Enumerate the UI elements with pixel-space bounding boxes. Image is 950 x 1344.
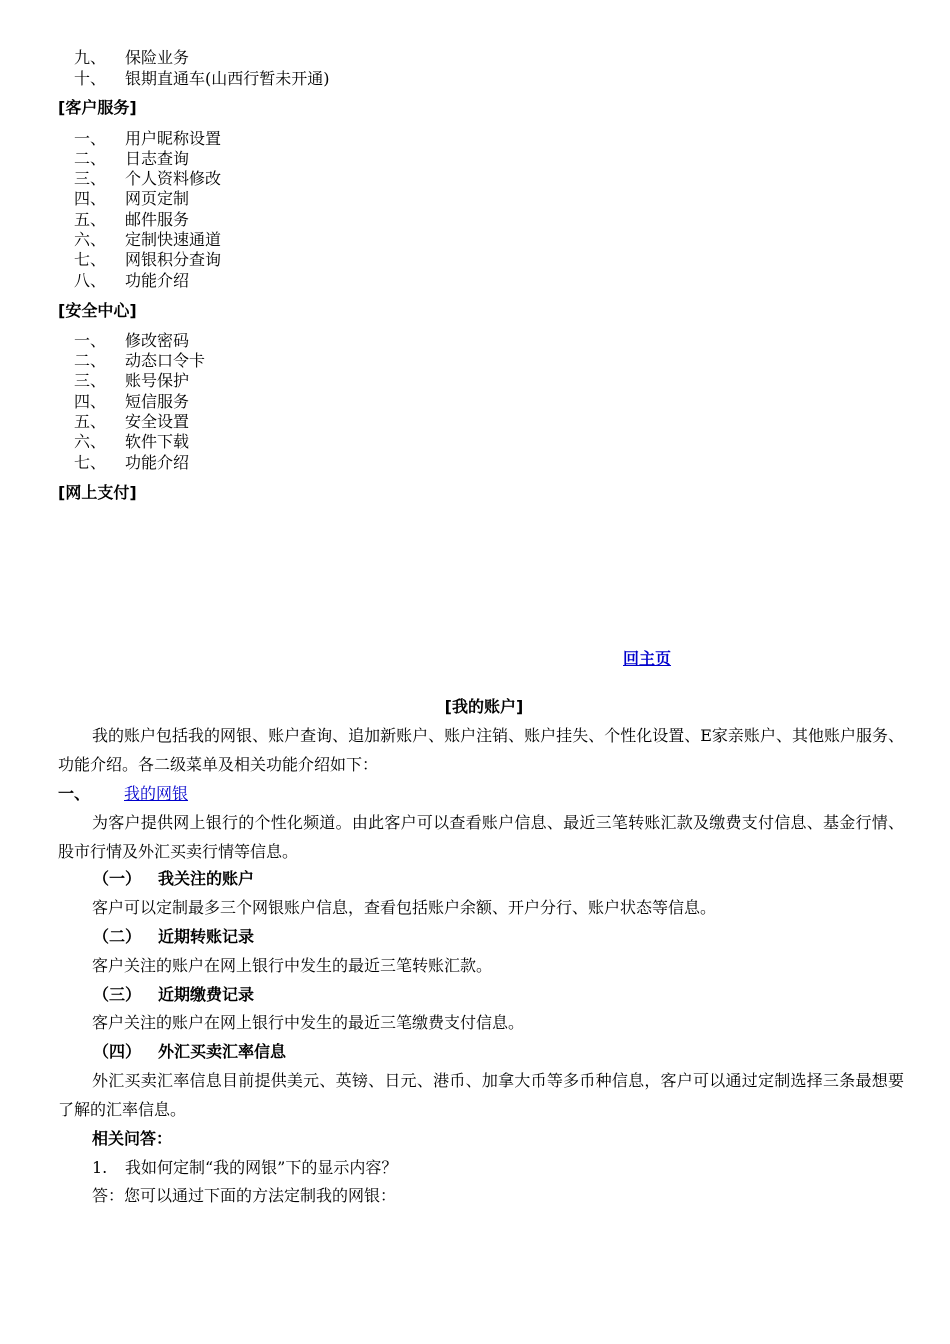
- section-heading-customer-service: [客户服务]: [58, 98, 137, 117]
- list-label: 功能介绍: [125, 271, 190, 290]
- subsection-heading: [93, 984, 254, 1006]
- list-label: 保险业务: [125, 48, 190, 67]
- list-item: [74, 48, 189, 68]
- list-label: 网页定制: [125, 189, 190, 208]
- list-item: [74, 250, 221, 270]
- my-netbank-link[interactable]: 我的网银: [124, 784, 189, 803]
- list-item: [74, 351, 205, 371]
- list-num: 五、: [74, 210, 107, 229]
- list-item: [74, 432, 189, 452]
- intro-paragraph: 我的账户包括我的网银、账户查询、追加新账户、账户注销、账户挂失、个性化设置、E家亲账户、其他账户服务、功能介绍。各二级菜单及相关功能介绍如下：: [58, 726, 904, 774]
- list-item: [74, 271, 189, 291]
- list-item: [74, 189, 189, 209]
- list-num: 六、: [74, 432, 107, 451]
- subsection-num: （三）: [93, 985, 142, 1004]
- faq-question-text: 我如何定制“我的网银”下的显示内容？: [125, 1158, 398, 1177]
- section-1-description: 为客户提供网上银行的个性化频道。由此客户可以查看账户信息、最近三笔转账汇款及缴费支付信息、基金行情、股市行情及外汇买卖行情等信息。: [58, 813, 904, 861]
- list-item: [74, 371, 189, 391]
- list-item: [74, 210, 189, 230]
- subsection-description: 客户可以定制最多三个网银账户信息，查看包括账户余额、开户分行、账户状态等信息。: [92, 898, 717, 917]
- list-item: [74, 392, 189, 412]
- subsection-description: 客户关注的账户在网上银行中发生的最近三笔缴费支付信息。: [92, 1013, 525, 1032]
- list-label: 邮件服务: [125, 210, 190, 229]
- list-label: 定制快速通道: [125, 230, 222, 249]
- subsection-num: （四）: [93, 1042, 142, 1061]
- list-num: 三、: [74, 371, 107, 390]
- list-item: [74, 149, 189, 169]
- list-num: 九、: [74, 48, 107, 67]
- list-num: 四、: [74, 392, 107, 411]
- list-label: 功能介绍: [125, 453, 190, 472]
- faq-num: 1.: [92, 1158, 108, 1177]
- subsection-title: 近期缴费记录: [158, 985, 255, 1004]
- list-num: 一、: [74, 331, 107, 350]
- list-num: 五、: [74, 412, 107, 431]
- subsection-description: 外汇买卖汇率信息目前提供美元、英镑、日元、港币、加拿大币等多币种信息，客户可以通过定制选择三条最想要了解的汇率信息。: [58, 1071, 904, 1119]
- list-num: 十、: [74, 69, 107, 88]
- list-item: [74, 412, 189, 432]
- subsection-heading: [93, 1041, 286, 1063]
- list-num: 七、: [74, 453, 107, 472]
- section-heading-online-payment: [网上支付]: [58, 483, 137, 502]
- list-item: [74, 129, 221, 149]
- list-label: 短信服务: [125, 392, 190, 411]
- subsection-heading: [93, 868, 254, 890]
- list-label: 个人资料修改: [125, 169, 222, 188]
- list-num: 八、: [74, 271, 107, 290]
- section-1-num: 一、: [58, 784, 91, 803]
- subsection-title: 外汇买卖汇率信息: [158, 1042, 287, 1061]
- list-num: 二、: [74, 351, 107, 370]
- list-num: 二、: [74, 149, 107, 168]
- faq-question: [92, 1157, 397, 1179]
- section-heading-my-account: [我的账户]: [444, 697, 524, 716]
- list-item: [74, 331, 189, 351]
- list-num: 六、: [74, 230, 107, 249]
- section-heading-security-center: [安全中心]: [58, 301, 137, 320]
- list-label: 网银积分查询: [125, 250, 222, 269]
- list-item: [74, 69, 330, 89]
- list-label: 动态口令卡: [125, 351, 206, 370]
- list-label: 银期直通车(山西行暂未开通): [125, 69, 330, 88]
- list-num: 三、: [74, 169, 107, 188]
- list-num: 四、: [74, 189, 107, 208]
- subsection-heading: [93, 926, 254, 948]
- list-label: 日志查询: [125, 149, 190, 168]
- faq-heading: 相关问答：: [92, 1129, 173, 1148]
- list-item: [74, 230, 221, 250]
- section-1-heading: [58, 783, 188, 805]
- subsection-title: 近期转账记录: [158, 927, 255, 946]
- subsection-title: 我关注的账户: [158, 869, 255, 888]
- subsection-num: （一）: [93, 869, 142, 888]
- list-label: 用户昵称设置: [125, 129, 222, 148]
- list-label: 修改密码: [125, 331, 190, 350]
- list-label: 软件下载: [125, 432, 190, 451]
- list-label: 账号保护: [125, 371, 190, 390]
- list-item: [74, 169, 221, 189]
- list-num: 七、: [74, 250, 107, 269]
- list-label: 安全设置: [125, 412, 190, 431]
- subsection-description: 客户关注的账户在网上银行中发生的最近三笔转账汇款。: [92, 956, 493, 975]
- faq-answer: 答：您可以通过下面的方法定制我的网银：: [92, 1186, 397, 1205]
- list-item: [74, 453, 189, 473]
- list-num: 一、: [74, 129, 107, 148]
- home-link[interactable]: 回主页: [623, 649, 672, 668]
- subsection-num: （二）: [93, 927, 142, 946]
